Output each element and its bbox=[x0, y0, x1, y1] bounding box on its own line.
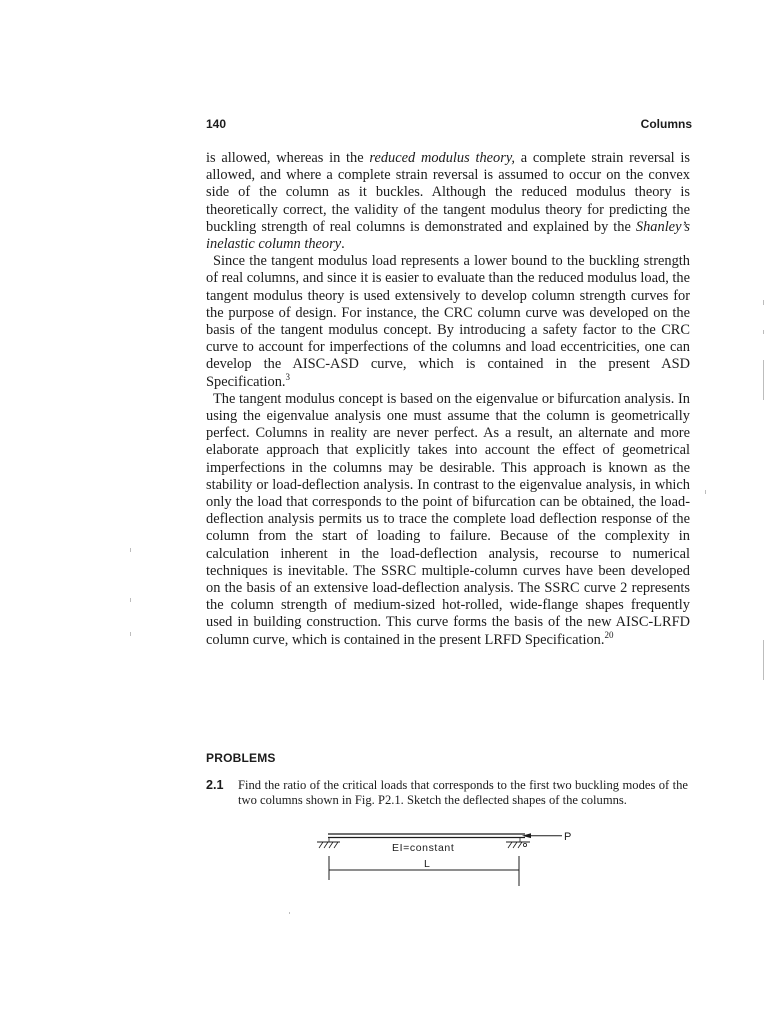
paragraph-2 bbox=[206, 253, 690, 391]
paragraph-1 bbox=[206, 150, 690, 253]
term-reduced-modulus-theory: reduced modulus theory, bbox=[369, 150, 516, 166]
roller-support-right bbox=[506, 838, 530, 849]
paragraph-3 bbox=[206, 391, 690, 649]
running-header bbox=[206, 117, 692, 135]
reference-marker: 20 bbox=[604, 629, 614, 640]
section-heading-problems: PROBLEMS bbox=[206, 751, 276, 765]
reference-marker: 3 bbox=[285, 371, 291, 382]
figure-p2-1 bbox=[300, 828, 590, 894]
term-shanley-theory: Shanley’s inelastic column theory bbox=[206, 218, 690, 253]
body-text bbox=[206, 150, 690, 649]
stiffness-label: EI=constant bbox=[392, 842, 455, 854]
pin-support-left bbox=[317, 838, 340, 849]
page-number: 140 bbox=[206, 117, 227, 131]
problem-text: Find the ratio of the critical loads that corresponds to the first two buckling modes of the two columns shown in Fig. P2.1. Sketch the deflected shapes of the columns. bbox=[238, 778, 688, 807]
problem-item bbox=[206, 778, 690, 808]
column-diagram bbox=[300, 828, 590, 894]
paragraph-1-text-c: . bbox=[341, 236, 345, 253]
paragraph-2-text: Since the tangent modulus load represents a lower bound to the buckling strength of real columns, and since it is easier to evaluate than the reduced modulus load, the tangent modulus theory is used extensively to develop column strength curves for the purpose of design. For instance, the CRC column curve was developed on the basis of the tangent modulus concept. By introducing a safety factor to the CRC curve to account for imperfections of the columns and load eccentricities, one can develop the AISC-ASD curve, which is contained in the present ASD Specification. bbox=[206, 253, 690, 390]
paragraph-1-text-b: a complete strain reversal is allowed, and where a complete strain reversal is assumed to occur on the convex side of the column as it buckles. Although the reduced modulus theory is theoretically correct, the validity of the tangent modulus theory for predicting the buckling strength of real columns is demonstrated and explained by the bbox=[206, 150, 690, 235]
paragraph-3-text: The tangent modulus concept is based on the eigenvalue or bifurcation analysis. In using the eigenvalue analysis one must assume that the column is geometrically perfect. Columns in reality are never perfect. As a result, an alternate and more elaborate approach that explicitly takes into account the effect of geometrical imperfections in the columns may be desirable. This approach is known as the stability or load-deflection analysis. In contrast to the eigenvalue analysis, in which only the load that corresponds to the point of bifurcation can be obtained, the load-deflection analysis permits us to trace the complete load deflection response of the column from the start of loading to failure. Because of the complexity in calculation inherent in the load-deflection analysis, recourse to numerical techniques is inevitable. The SSRC multiple-column curves have been developed on the basis of an extensive load-deflection analysis. The SSRC curve 2 represents the column strength of medium-sized hot-rolled, wide-flange shapes frequently used in building construction. This curve forms the basis of the new AISC-LRFD column curve, which is contained in the present LRFD Specification. bbox=[206, 390, 690, 648]
load-label: P bbox=[564, 831, 572, 843]
chapter-title: Columns bbox=[640, 117, 692, 131]
length-label: L bbox=[424, 858, 430, 870]
problem-number: 2.1 bbox=[206, 778, 224, 792]
paragraph-1-text-a: is allowed, whereas in the bbox=[206, 150, 370, 166]
